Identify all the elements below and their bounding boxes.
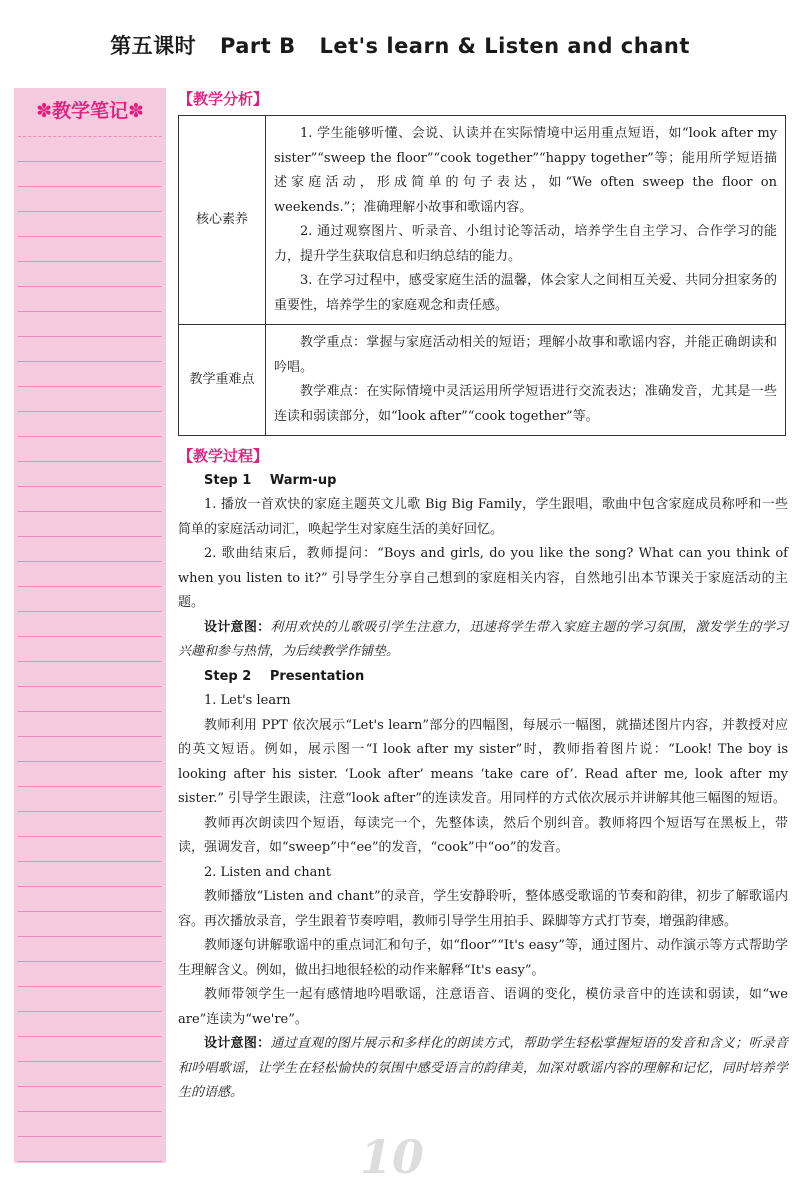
step2-design-intent <box>178 1032 788 1106</box>
step2-subheading: 1. Let's learn <box>204 693 291 708</box>
process-heading: 【教学过程】 <box>178 447 269 465</box>
core-item: 2. 通过观察图片、听录音、小组讨论等活动，培养学生自主学习、合作学习的能力，提升学生获取信息和归纳总结的能力。 <box>274 224 777 264</box>
design-label: 设计意图： <box>204 1036 271 1051</box>
step1-paragraph: 2. 歌曲结束后，教师提问：“Boys and girls, do you like the song? What can you think of when you listen to it?” 引导学生分享自己想到的家庭相关内容，自然地引出本节课关于家庭活动的主题。 <box>178 546 788 610</box>
design-label: 设计意图： <box>204 619 271 635</box>
step1-paragraph: 1. 播放一首欢快的家庭主题英文儿歌 Big Big Family，学生跟唱，歌曲中包含家庭成员称呼和一些简单的家庭活动词汇，唤起学生对家庭生活的美好回忆。 <box>178 497 788 537</box>
key-content <box>266 325 786 436</box>
step2-number: Step 2 <box>204 668 252 684</box>
core-row <box>179 116 786 325</box>
design-text: 通过直观的图片展示和多样化的朗读方式，帮助学生轻松掌握短语的发音和含义；听录音和吟唱歌谣，让学生在轻松愉快的氛围中感受语言的韵律美，加深对歌谣内容的理解和记忆，同时培养学生的语感。 <box>178 1036 788 1100</box>
step1-number: Step 1 <box>204 472 252 488</box>
page-title <box>0 30 800 60</box>
notes-ruled-lines <box>18 136 162 1163</box>
step2-paragraph: 教师再次朗读四个短语，每读完一个，先整体读，然后个别纠音。教师将四个短语写在黑板上，带读，强调发音，如“sweep”中“ee”的发音，“cook”中“oo”的发音。 <box>178 815 788 855</box>
notes-sidebar-title: ✽教学笔记✽ <box>36 100 144 122</box>
key-item: 教学重点：掌握与家庭活动相关的短语；理解小故事和歌谣内容，并能正确朗读和吟唱。 <box>274 335 777 375</box>
step2-paragraph: 教师播放“Listen and chant”的录音，学生安静聆听，整体感受歌谣的节奏和韵律，初步了解歌谣内容。再次播放录音，学生跟着节奏哼唱，教师引导学生用拍手、跺脚等方式打节奏，增强韵律感。 <box>178 889 788 929</box>
key-item: 教学难点：在实际情境中灵活运用所学短语进行交流表达；准确发音，尤其是一些连读和弱读部分，如“look after”“cook together”等。 <box>274 384 777 424</box>
core-content <box>266 116 786 325</box>
core-item: 1. 学生能够听懂、会说、认读并在实际情境中运用重点短语，如“look after my sister”“sweep the floor”“cook together”“happy together”等；能用所学短语描述家庭活动，形成简单的句子表达，如“We often sweep the floor on weekends.”；准确理解小故事和歌谣内容。 <box>274 126 777 215</box>
step2-name: Presentation <box>269 668 365 684</box>
key-row <box>179 325 786 436</box>
key-label: 教学重难点 <box>179 325 266 436</box>
analysis-heading: 【教学分析】 <box>178 90 269 108</box>
lesson-number: 第五课时 <box>110 34 197 58</box>
page-number: 10 <box>360 1130 425 1184</box>
process-section <box>178 444 788 1106</box>
step1-heading <box>178 469 788 494</box>
step2-paragraph: 教师逐句讲解歌谣中的重点词汇和句子，如“floor”“It's easy”等，通过图片、动作演示等方式帮助学生理解含义。例如，做出扫地很轻松的动作来解释“It's easy”。 <box>178 938 788 978</box>
step1-design-intent <box>178 616 788 665</box>
step2-subheading: 2. Listen and chant <box>204 864 331 880</box>
part-label: Part B <box>219 34 296 58</box>
notes-sidebar <box>14 88 166 1163</box>
step2-paragraph: 教师利用 PPT 依次展示“Let's learn”部分的四幅图，每展示一幅图，就描述图片内容，并教授对应的英文短语。例如，展示图一“I look after my sister”时，教师指着图片说：“Look! The boy is looking after his sister. ‘Look after’ means ‘take care of’. Read after me, look after my sister.” 引导学生跟读，注意“look after”的连读发音。用同样的方式依次展示并讲解其他三幅图的短语。 <box>178 717 788 806</box>
step2-heading <box>178 665 788 690</box>
core-label: 核心素养 <box>179 116 266 325</box>
topic-label: Let's learn & Listen and chant <box>319 34 690 58</box>
core-item: 3. 在学习过程中，感受家庭生活的温馨，体会家人之间相互关爱、共同分担家务的重要性，培养学生的家庭观念和责任感。 <box>274 273 777 313</box>
main-content <box>178 88 788 1106</box>
design-text: 利用欢快的儿歌吸引学生注意力，迅速将学生带入家庭主题的学习氛围，激发学生的学习兴趣和参与热情，为后续教学作铺垫。 <box>178 619 788 659</box>
step1-name: Warm-up <box>269 472 337 488</box>
step2-paragraph: 教师带领学生一起有感情地吟唱歌谣，注意语音、语调的变化，模仿录音中的连读和弱读，如“we are”连读为“we're”。 <box>178 987 788 1027</box>
analysis-table <box>178 115 786 436</box>
